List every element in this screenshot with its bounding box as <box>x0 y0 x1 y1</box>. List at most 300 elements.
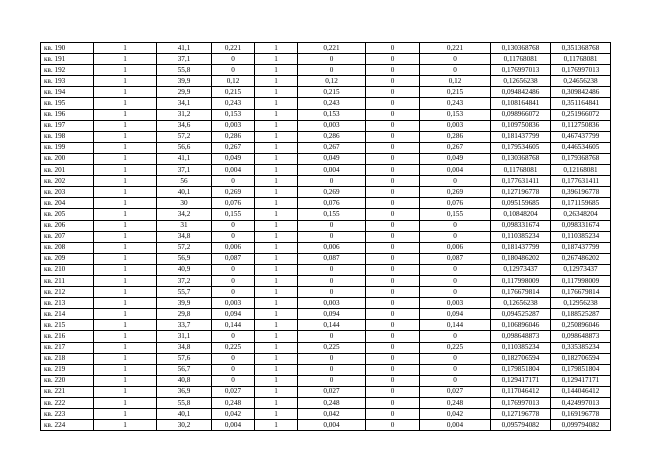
table-cell: 0 <box>366 409 420 420</box>
apartment-label-cell: кв. 194 <box>41 87 94 98</box>
table-cell: 0,004 <box>420 165 491 176</box>
table-cell: 0 <box>212 364 255 375</box>
table-cell: 1 <box>255 120 298 131</box>
table-cell: 0 <box>212 287 255 298</box>
table-cell: 0,117998009 <box>491 275 551 286</box>
table-cell: 31,2 <box>157 109 212 120</box>
table-cell: 1 <box>255 209 298 220</box>
table-row <box>41 54 611 65</box>
table-cell: 1 <box>255 153 298 164</box>
table-cell: 0 <box>366 375 420 386</box>
table-cell: 0,094 <box>420 309 491 320</box>
table-cell: 0 <box>366 364 420 375</box>
table-row <box>41 375 611 386</box>
table-cell: 0,243 <box>298 98 366 109</box>
table-cell: 0 <box>298 220 366 231</box>
table-cell: 0 <box>366 242 420 253</box>
table-row <box>41 142 611 153</box>
apartment-label-cell: кв. 222 <box>41 398 94 409</box>
table-cell: 0,129417171 <box>491 375 551 386</box>
table-cell: 1 <box>94 386 157 397</box>
table-cell: 0,153 <box>420 109 491 120</box>
table-cell: 55,7 <box>157 287 212 298</box>
table-cell: 0 <box>420 65 491 76</box>
table-cell: 0 <box>212 331 255 342</box>
table-cell: 0,153 <box>212 109 255 120</box>
table-cell: 0 <box>366 198 420 209</box>
table-row <box>41 176 611 187</box>
table-cell: 0 <box>420 264 491 275</box>
table-cell: 56 <box>157 176 212 187</box>
table-row <box>41 165 611 176</box>
table-cell: 0 <box>366 309 420 320</box>
table-cell: 1 <box>94 242 157 253</box>
table-cell: 0,248 <box>298 398 366 409</box>
table-cell: 1 <box>94 165 157 176</box>
table-cell: 0,12656238 <box>491 298 551 309</box>
table-cell: 1 <box>255 65 298 76</box>
table-cell: 30 <box>157 198 212 209</box>
table-cell: 37,1 <box>157 54 212 65</box>
table-cell: 0 <box>420 275 491 286</box>
table-cell: 0,269 <box>298 187 366 198</box>
table-cell: 0,225 <box>212 342 255 353</box>
table-cell: 0 <box>366 98 420 109</box>
document-page <box>40 42 610 431</box>
table-row <box>41 298 611 309</box>
table-cell: 1 <box>94 264 157 275</box>
table-cell: 0,12656238 <box>491 76 551 87</box>
table-cell: 0,26348204 <box>551 209 611 220</box>
table-row <box>41 209 611 220</box>
table-cell: 0 <box>298 287 366 298</box>
table-row <box>41 264 611 275</box>
table-cell: 1 <box>255 375 298 386</box>
table-cell: 0,099794082 <box>551 420 611 431</box>
table-cell: 0,049 <box>420 153 491 164</box>
table-row <box>41 398 611 409</box>
table-cell: 57,2 <box>157 131 212 142</box>
table-cell: 1 <box>94 409 157 420</box>
table-cell: 0,117998009 <box>551 275 611 286</box>
table-cell: 0 <box>366 165 420 176</box>
table-cell: 0 <box>366 264 420 275</box>
table-cell: 0,251966072 <box>551 109 611 120</box>
table-cell: 0 <box>420 231 491 242</box>
table-cell: 0,179534605 <box>491 142 551 153</box>
table-row <box>41 153 611 164</box>
table-cell: 1 <box>255 398 298 409</box>
table-cell: 40,1 <box>157 409 212 420</box>
table-cell: 0,006 <box>212 242 255 253</box>
table-cell: 0 <box>366 320 420 331</box>
table-row <box>41 131 611 142</box>
table-cell: 1 <box>255 320 298 331</box>
table-cell: 0 <box>366 76 420 87</box>
apartment-label-cell: кв. 220 <box>41 375 94 386</box>
table-cell: 0,098648873 <box>491 331 551 342</box>
table-cell: 1 <box>255 298 298 309</box>
table-cell: 0,176997013 <box>491 65 551 76</box>
table-cell: 0,467437799 <box>551 131 611 142</box>
table-cell: 0,12973437 <box>491 264 551 275</box>
table-cell: 1 <box>255 364 298 375</box>
table-row <box>41 43 611 54</box>
table-cell: 1 <box>255 231 298 242</box>
table-cell: 0 <box>212 375 255 386</box>
apartment-label-cell: кв. 206 <box>41 220 94 231</box>
table-cell: 0,144 <box>298 320 366 331</box>
table-cell: 0,351368768 <box>551 43 611 54</box>
table-cell: 0 <box>366 420 420 431</box>
table-cell: 29,8 <box>157 309 212 320</box>
table-cell: 0,243 <box>420 98 491 109</box>
table-cell: 0 <box>366 109 420 120</box>
table-cell: 0,267486202 <box>551 253 611 264</box>
table-cell: 0 <box>212 264 255 275</box>
table-cell: 0,12168081 <box>551 165 611 176</box>
table-cell: 0,155 <box>298 209 366 220</box>
table-cell: 0,095794082 <box>491 420 551 431</box>
table-cell: 0,042 <box>420 409 491 420</box>
table-row <box>41 187 611 198</box>
table-cell: 0,180486202 <box>491 253 551 264</box>
table-cell: 0,144046412 <box>551 386 611 397</box>
apartment-label-cell: кв. 200 <box>41 153 94 164</box>
table-cell: 1 <box>94 142 157 153</box>
table-cell: 0 <box>298 54 366 65</box>
table-cell: 0,187437799 <box>551 242 611 253</box>
table-cell: 0,049 <box>298 153 366 164</box>
table-cell: 0,11768081 <box>491 165 551 176</box>
table-cell: 0 <box>420 220 491 231</box>
table-cell: 0 <box>366 231 420 242</box>
table-cell: 0,076 <box>212 198 255 209</box>
table-cell: 0 <box>366 120 420 131</box>
table-cell: 57,6 <box>157 353 212 364</box>
apartment-label-cell: кв. 223 <box>41 409 94 420</box>
table-cell: 0,110385234 <box>491 342 551 353</box>
table-cell: 57,2 <box>157 242 212 253</box>
table-cell: 0,267 <box>298 142 366 153</box>
table-cell: 0,424997013 <box>551 398 611 409</box>
table-cell: 0,094 <box>212 309 255 320</box>
table-cell: 0 <box>366 153 420 164</box>
table-cell: 0,269 <box>420 187 491 198</box>
table-cell: 0,094 <box>298 309 366 320</box>
table-cell: 1 <box>94 187 157 198</box>
table-cell: 1 <box>94 231 157 242</box>
table-cell: 0 <box>366 131 420 142</box>
table-cell: 0 <box>420 364 491 375</box>
table-cell: 40,8 <box>157 375 212 386</box>
table-cell: 0 <box>366 65 420 76</box>
table-cell: 0 <box>298 264 366 275</box>
table-cell: 1 <box>255 287 298 298</box>
table-cell: 0,221 <box>298 43 366 54</box>
table-row <box>41 76 611 87</box>
table-cell: 1 <box>94 131 157 142</box>
table-cell: 0,003 <box>298 120 366 131</box>
apartment-label-cell: кв. 213 <box>41 298 94 309</box>
apartment-label-cell: кв. 201 <box>41 165 94 176</box>
table-cell: 56,6 <box>157 142 212 153</box>
table-cell: 0,130368768 <box>491 43 551 54</box>
apartment-label-cell: кв. 190 <box>41 43 94 54</box>
table-cell: 0,171159685 <box>551 198 611 209</box>
table-cell: 0,110385234 <box>491 231 551 242</box>
table-cell: 0,006 <box>298 242 366 253</box>
table-row <box>41 275 611 286</box>
table-cell: 1 <box>94 342 157 353</box>
table-cell: 1 <box>255 275 298 286</box>
table-cell: 0,250896046 <box>551 320 611 331</box>
table-cell: 1 <box>255 87 298 98</box>
apartment-label-cell: кв. 215 <box>41 320 94 331</box>
apartment-label-cell: кв. 221 <box>41 386 94 397</box>
table-cell: 1 <box>255 109 298 120</box>
apartment-label-cell: кв. 195 <box>41 98 94 109</box>
table-row <box>41 220 611 231</box>
table-cell: 1 <box>94 220 157 231</box>
table-cell: 0,351164841 <box>551 98 611 109</box>
table-cell: 0,221 <box>420 43 491 54</box>
table-cell: 41,1 <box>157 43 212 54</box>
table-cell: 0,027 <box>420 386 491 397</box>
table-cell: 1 <box>255 220 298 231</box>
table-cell: 0,004 <box>212 420 255 431</box>
table-cell: 0 <box>298 65 366 76</box>
table-row <box>41 242 611 253</box>
table-cell: 55,8 <box>157 65 212 76</box>
table-cell: 1 <box>94 54 157 65</box>
table-row <box>41 409 611 420</box>
apartment-label-cell: кв. 212 <box>41 287 94 298</box>
table-cell: 1 <box>94 98 157 109</box>
table-row <box>41 353 611 364</box>
table-cell: 1 <box>94 76 157 87</box>
table-cell: 31,1 <box>157 331 212 342</box>
table-cell: 0 <box>366 220 420 231</box>
table-cell: 1 <box>255 309 298 320</box>
table-cell: 0,003 <box>212 120 255 131</box>
table-cell: 0,215 <box>298 87 366 98</box>
table-row <box>41 87 611 98</box>
table-cell: 0,006 <box>420 242 491 253</box>
table-cell: 1 <box>94 331 157 342</box>
table-cell: 1 <box>94 398 157 409</box>
apartment-label-cell: кв. 208 <box>41 242 94 253</box>
table-cell: 1 <box>255 264 298 275</box>
table-cell: 0,446534605 <box>551 142 611 153</box>
table-cell: 0,003 <box>298 298 366 309</box>
table-cell: 0,248 <box>420 398 491 409</box>
table-cell: 0 <box>366 253 420 264</box>
table-cell: 0,221 <box>212 43 255 54</box>
table-cell: 0,155 <box>420 209 491 220</box>
table-cell: 1 <box>255 342 298 353</box>
table-cell: 0,094525287 <box>491 309 551 320</box>
table-cell: 0,098331674 <box>551 220 611 231</box>
table-cell: 0,098966072 <box>491 109 551 120</box>
table-cell: 1 <box>255 187 298 198</box>
apartment-label-cell: кв. 191 <box>41 54 94 65</box>
table-cell: 1 <box>255 253 298 264</box>
table-cell: 0,094842486 <box>491 87 551 98</box>
table-cell: 0,110385234 <box>551 231 611 242</box>
apartment-label-cell: кв. 209 <box>41 253 94 264</box>
table-cell: 0 <box>420 287 491 298</box>
table-cell: 0 <box>420 353 491 364</box>
table-cell: 0 <box>212 275 255 286</box>
table-cell: 0,12 <box>298 76 366 87</box>
table-cell: 0,076 <box>298 198 366 209</box>
table-cell: 0,176679814 <box>551 287 611 298</box>
table-cell: 0,182706594 <box>551 353 611 364</box>
table-cell: 0,117046412 <box>491 386 551 397</box>
table-cell: 0 <box>366 187 420 198</box>
table-cell: 1 <box>255 386 298 397</box>
table-cell: 1 <box>255 142 298 153</box>
apartment-label-cell: кв. 210 <box>41 264 94 275</box>
table-cell: 0,106896046 <box>491 320 551 331</box>
table-row <box>41 253 611 264</box>
apartment-label-cell: кв. 211 <box>41 275 94 286</box>
table-cell: 0 <box>366 386 420 397</box>
apartment-label-cell: кв. 217 <box>41 342 94 353</box>
table-cell: 0,177631411 <box>551 176 611 187</box>
table-cell: 33,7 <box>157 320 212 331</box>
table-cell: 1 <box>94 287 157 298</box>
apartment-label-cell: кв. 198 <box>41 131 94 142</box>
apartment-label-cell: кв. 203 <box>41 187 94 198</box>
table-cell: 1 <box>255 331 298 342</box>
table-cell: 0,181437799 <box>491 131 551 142</box>
table-cell: 0 <box>298 275 366 286</box>
table-cell: 0,182706594 <box>491 353 551 364</box>
table-cell: 0,076 <box>420 198 491 209</box>
table-cell: 0,098648873 <box>551 331 611 342</box>
table-cell: 0,087 <box>298 253 366 264</box>
table-row <box>41 109 611 120</box>
table-cell: 0,335385234 <box>551 342 611 353</box>
table-cell: 0,215 <box>212 87 255 98</box>
table-cell: 0 <box>212 231 255 242</box>
table-cell: 0,179851804 <box>551 364 611 375</box>
table-cell: 1 <box>94 65 157 76</box>
table-cell: 1 <box>94 364 157 375</box>
table-cell: 0,127196778 <box>491 409 551 420</box>
table-row <box>41 198 611 209</box>
table-row <box>41 342 611 353</box>
table-cell: 0,003 <box>420 120 491 131</box>
table-row <box>41 287 611 298</box>
table-row <box>41 386 611 397</box>
apartment-label-cell: кв. 218 <box>41 353 94 364</box>
table-cell: 0,003 <box>420 298 491 309</box>
table-cell: 0,225 <box>420 342 491 353</box>
table-cell: 1 <box>94 320 157 331</box>
table-cell: 1 <box>94 275 157 286</box>
table-cell: 0 <box>366 353 420 364</box>
table-cell: 0,169196778 <box>551 409 611 420</box>
table-cell: 1 <box>255 242 298 253</box>
apartment-label-cell: кв. 207 <box>41 231 94 242</box>
table-cell: 0,109750836 <box>491 120 551 131</box>
table-cell: 0,181437799 <box>491 242 551 253</box>
table-row <box>41 420 611 431</box>
table-cell: 0,11768081 <box>491 54 551 65</box>
table-cell: 0,309842486 <box>551 87 611 98</box>
table-cell: 0,176997013 <box>491 398 551 409</box>
table-cell: 0,12973437 <box>551 264 611 275</box>
apartment-label-cell: кв. 197 <box>41 120 94 131</box>
table-cell: 0,10848204 <box>491 209 551 220</box>
table-cell: 55,8 <box>157 398 212 409</box>
table-cell: 0,098331674 <box>491 220 551 231</box>
table-cell: 0,087 <box>212 253 255 264</box>
table-cell: 0 <box>366 142 420 153</box>
apartment-label-cell: кв. 193 <box>41 76 94 87</box>
table-cell: 0,144 <box>420 320 491 331</box>
table-cell: 0 <box>298 364 366 375</box>
table-cell: 29,9 <box>157 87 212 98</box>
table-cell: 0,248 <box>212 398 255 409</box>
table-cell: 0,267 <box>420 142 491 153</box>
table-cell: 0,243 <box>212 98 255 109</box>
table-cell: 0,286 <box>212 131 255 142</box>
table-cell: 40,1 <box>157 187 212 198</box>
table-cell: 1 <box>255 98 298 109</box>
table-row <box>41 231 611 242</box>
apartment-label-cell: кв. 196 <box>41 109 94 120</box>
table-cell: 0 <box>298 375 366 386</box>
table-cell: 1 <box>255 409 298 420</box>
table-cell: 1 <box>255 353 298 364</box>
apartment-data-table <box>40 42 611 431</box>
apartment-label-cell: кв. 204 <box>41 198 94 209</box>
table-cell: 1 <box>94 153 157 164</box>
table-cell: 0 <box>420 375 491 386</box>
apartment-label-cell: кв. 199 <box>41 142 94 153</box>
table-cell: 0 <box>366 298 420 309</box>
table-cell: 41,1 <box>157 153 212 164</box>
table-cell: 1 <box>94 209 157 220</box>
table-cell: 0,027 <box>298 386 366 397</box>
table-cell: 1 <box>94 298 157 309</box>
table-cell: 0,24656238 <box>551 76 611 87</box>
table-cell: 0,177631411 <box>491 176 551 187</box>
table-cell: 0,130368768 <box>491 153 551 164</box>
table-cell: 0,144 <box>212 320 255 331</box>
table-cell: 0 <box>212 220 255 231</box>
table-cell: 0 <box>212 353 255 364</box>
table-cell: 0,179368768 <box>551 153 611 164</box>
table-body <box>41 43 611 431</box>
table-cell: 0 <box>366 54 420 65</box>
table-cell: 1 <box>94 176 157 187</box>
apartment-label-cell: кв. 214 <box>41 309 94 320</box>
table-cell: 34,8 <box>157 231 212 242</box>
table-cell: 0 <box>366 342 420 353</box>
table-cell: 37,1 <box>157 165 212 176</box>
table-cell: 0,12 <box>420 76 491 87</box>
table-cell: 0,267 <box>212 142 255 153</box>
table-cell: 1 <box>255 176 298 187</box>
table-cell: 37,2 <box>157 275 212 286</box>
table-cell: 0,004 <box>212 165 255 176</box>
table-cell: 1 <box>94 375 157 386</box>
